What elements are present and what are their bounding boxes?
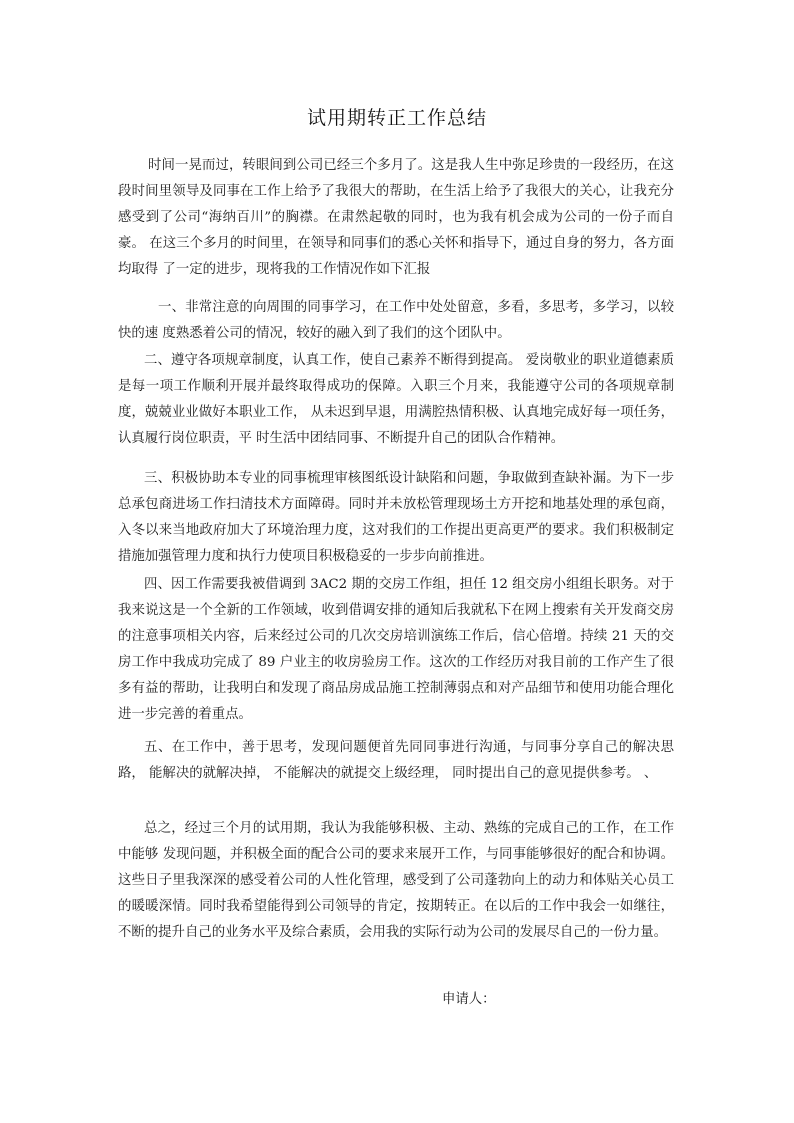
document-title: 试用期转正工作总结 — [306, 107, 487, 129]
signature-label: 申请人： — [442, 992, 496, 1007]
paragraph-point-3: 三、积极协助本专业的同事梳理审核图纸设计缺陷和问题，争取做到查缺补漏。为下一步总承包商进场工作扫清技术方面障碍。同时并未放松管理现场土方开挖和地基处理的承包商，入冬以来当地政府加大了环境治理力度，这对我们的工作提出更高更严的要求。我们积极制定措施加强管理力度和执行力使项目积极稳妥的一步步向前推进。 — [118, 471, 674, 564]
paragraph-point-1: 一、非常注意的向周围的同事学习，在工作中处处留意，多看，多思考，多学习，以较快的速 度熟悉着公司的情况，较好的融入到了我们的这个团队中。 — [118, 300, 674, 341]
paragraph-intro: 时间一晃而过，转眼间到公司已经三个多月了。这是我人生中弥足珍贵的一段经历，在这段时间里领导及同事在工作上给予了我很大的帮助，在生活上给予了我很大的关心，让我充分感受到了公司“海纳百川”的胸襟。在肃然起敬的同时，也为我有机会成为公司的一份子而自豪。 在这三个多月的时间里，在领导和同事们的悉心关怀和指导下，通过自身的努力，各方面均取得 了一定的进步，现将我的工作情况作如下汇报 — [118, 158, 674, 277]
paragraph-point-2: 二、遵守各项规章制度，认真工作，使自己素养不断得到提高。 爱岗敬业的职业道德素质是每一项工作顺利开展并最终取得成功的保障。入职三个月来，我能遵守公司的各项规章制度，兢兢业业做好本职业工作， 从未迟到早退，用满腔热情积极、认真地完成好每一项任务，认真履行岗位职责，平 时生活中团结同事、不断提升自己的团队合作精神。 — [118, 353, 674, 446]
paragraph-point-5: 五、在工作中，善于思考，发现问题便首先同同事进行沟通，与同事分享自己的解决思路， 能解决的就解决掉， 不能解决的就提交上级经理， 同时提出自己的意见提供参考。 、 — [118, 740, 674, 781]
paragraph-conclusion: 总之，经过三个月的试用期，我认为我能够积极、主动、熟练的完成自己的工作，在工作中能够 发现问题，并积极全面的配合公司的要求来展开工作，与同事能够很好的配合和协调。这些日子里我深深的感受着公司的人性化管理，感受到了公司蓬勃向上的动力和体贴关心员工的暖暖深情。同时我希望能得到公司领导的肯定，按期转正。在以后的工作中我会一如继往，不断的提升自己的业务水平及综合素质，会用我的实际行动为公司的发展尽自己的一份力量。 — [118, 821, 674, 940]
paragraph-point-4: 四、因工作需要我被借调到 3AC2 期的交房工作组，担任 12 组交房小组组长职务。对于我来说这是一个全新的工作领域，收到借调安排的通知后我就私下在网上搜索有关开发商交房的注意事项相关内容，后来经过公司的几次交房培训演练工作后，信心倍增。持续 21 天的交房工作中我成功完成了 89 户业主的收房验房工作。这次的工作经历对我目前的工作产生了很多有益的帮助，让我明白和发现了商品房成品施工控制薄弱点和对产品细节和使用功能合理化进一步完善的着重点。 — [118, 577, 674, 722]
